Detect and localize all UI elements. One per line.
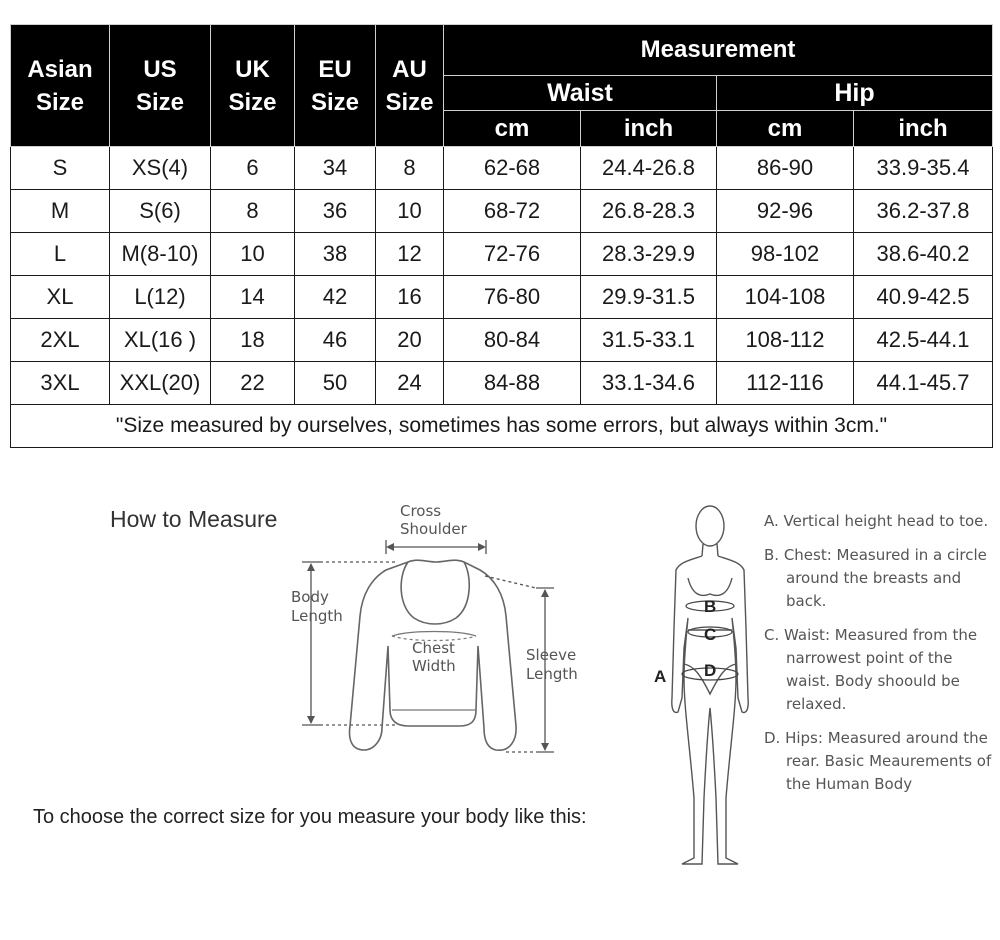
header-us-size: US Size (110, 25, 211, 147)
table-cell: 108-112 (717, 319, 854, 362)
sleeve-length-arrowhead-top (541, 589, 549, 597)
table-cell: 76-80 (444, 276, 581, 319)
table-cell: 6 (211, 147, 295, 190)
note-chest: B. Chest: Measured in a circle around the breasts and back. (764, 546, 987, 610)
table-row (11, 276, 993, 319)
body-length-label-2: Length (291, 607, 343, 625)
table-cell: 44.1-45.7 (854, 362, 993, 405)
table-cell: 36.2-37.8 (854, 190, 993, 233)
cross-shoulder-label-1: Cross (400, 502, 442, 520)
table-cell: 36 (295, 190, 376, 233)
table-cell: 10 (376, 190, 444, 233)
chest-width-label-1: Chest (412, 639, 455, 657)
note-height: A. Vertical height head to toe. (764, 512, 989, 530)
table-cell: 98-102 (717, 233, 854, 276)
body-length-arrowhead-bottom (307, 716, 315, 724)
table-cell: XXL(20) (110, 362, 211, 405)
table-cell: 10 (211, 233, 295, 276)
table-cell: 8 (211, 190, 295, 233)
table-cell: 33.1-34.6 (581, 362, 717, 405)
marker-a: A (654, 667, 667, 686)
header-waist: Waist (444, 76, 717, 111)
table-cell: 42 (295, 276, 376, 319)
marker-c: C (704, 625, 717, 644)
note-hips: D. Hips: Measured around the rear. Basic Meaurements of the Human Body (764, 729, 992, 793)
sleeve-length-label-2: Length (526, 665, 578, 683)
header-waist-inch: inch (581, 111, 717, 147)
measurement-notes (764, 510, 996, 807)
table-row (11, 362, 993, 405)
table-cell: S(6) (110, 190, 211, 233)
header-waist-cm: cm (444, 111, 581, 147)
table-cell: 12 (376, 233, 444, 276)
measurement-note: "Size measured by ourselves, sometimes has some errors, but always within 3cm." (11, 405, 993, 448)
table-row (11, 190, 993, 233)
table-cell: M(8-10) (110, 233, 211, 276)
table-cell: 72-76 (444, 233, 581, 276)
table-cell: 33.9-35.4 (854, 147, 993, 190)
table-cell: 26.8-28.3 (581, 190, 717, 233)
table-cell: XL (11, 276, 110, 319)
size-chart-table (10, 24, 993, 448)
body-length-label-1: Body (291, 588, 329, 606)
table-cell: 18 (211, 319, 295, 362)
table-cell: 42.5-44.1 (854, 319, 993, 362)
header-asian-size: Asian Size (11, 25, 110, 147)
header-hip-inch: inch (854, 111, 993, 147)
table-cell: 68-72 (444, 190, 581, 233)
header-hip: Hip (717, 76, 993, 111)
body-length-arrowhead-top (307, 563, 315, 571)
table-cell: 34 (295, 147, 376, 190)
table-cell: 16 (376, 276, 444, 319)
table-cell: L(12) (110, 276, 211, 319)
sleeve-length-arrow (485, 576, 554, 752)
cross-shoulder-label-2: Shoulder (400, 520, 467, 538)
figure-head (696, 506, 724, 546)
table-cell: 38 (295, 233, 376, 276)
measure-instruction: To choose the correct size for you measure your body like this: (33, 806, 587, 828)
table-cell: 14 (211, 276, 295, 319)
cross-shoulder-arrowhead-left (386, 543, 394, 551)
table-cell: 2XL (11, 319, 110, 362)
table-cell: L (11, 233, 110, 276)
sleeve-length-label-1: Sleeve (526, 646, 577, 664)
table-cell: 29.9-31.5 (581, 276, 717, 319)
table-row (11, 319, 993, 362)
table-cell: 112-116 (717, 362, 854, 405)
table-cell: XS(4) (110, 147, 211, 190)
marker-d: D (704, 661, 717, 680)
cross-shoulder-arrowhead-right (478, 543, 486, 551)
table-cell: 28.3-29.9 (581, 233, 717, 276)
table-cell: 50 (295, 362, 376, 405)
header-uk-size: UK Size (211, 25, 295, 147)
chest-width-label-2: Width (412, 657, 456, 675)
cross-shoulder-arrow (386, 540, 486, 554)
table-cell: 86-90 (717, 147, 854, 190)
header-eu-size: EU Size (295, 25, 376, 147)
table-cell: 38.6-40.2 (854, 233, 993, 276)
body-length-arrow (302, 562, 395, 725)
table-cell: 40.9-42.5 (854, 276, 993, 319)
table-cell: 3XL (11, 362, 110, 405)
table-row (11, 147, 993, 190)
header-measurement: Measurement (444, 25, 993, 76)
table-cell: 22 (211, 362, 295, 405)
table-note-row (11, 405, 993, 448)
header-au-size: AU Size (376, 25, 444, 147)
body-figure-diagram (640, 498, 760, 878)
note-waist: C. Waist: Measured from the narrowest point of the waist. Body shoould be relaxed. (764, 626, 978, 713)
header-hip-cm: cm (717, 111, 854, 147)
table-cell: 24 (376, 362, 444, 405)
table-cell: 104-108 (717, 276, 854, 319)
table-cell: 24.4-26.8 (581, 147, 717, 190)
how-to-measure-title: How to Measure (110, 506, 278, 532)
table-cell: 62-68 (444, 147, 581, 190)
sweater-neckline (401, 562, 469, 624)
figure-bust (688, 578, 732, 595)
table-cell: XL(16 ) (110, 319, 211, 362)
marker-b: B (704, 597, 717, 616)
table-cell: 31.5-33.1 (581, 319, 717, 362)
garment-diagram (280, 496, 578, 766)
table-cell: 92-96 (717, 190, 854, 233)
table-row (11, 233, 993, 276)
table-cell: 20 (376, 319, 444, 362)
table-cell: M (11, 190, 110, 233)
sleeve-length-arrowhead-bottom (541, 743, 549, 751)
table-cell: 84-88 (444, 362, 581, 405)
table-cell: 8 (376, 147, 444, 190)
table-cell: 46 (295, 319, 376, 362)
table-cell: S (11, 147, 110, 190)
table-cell: 80-84 (444, 319, 581, 362)
